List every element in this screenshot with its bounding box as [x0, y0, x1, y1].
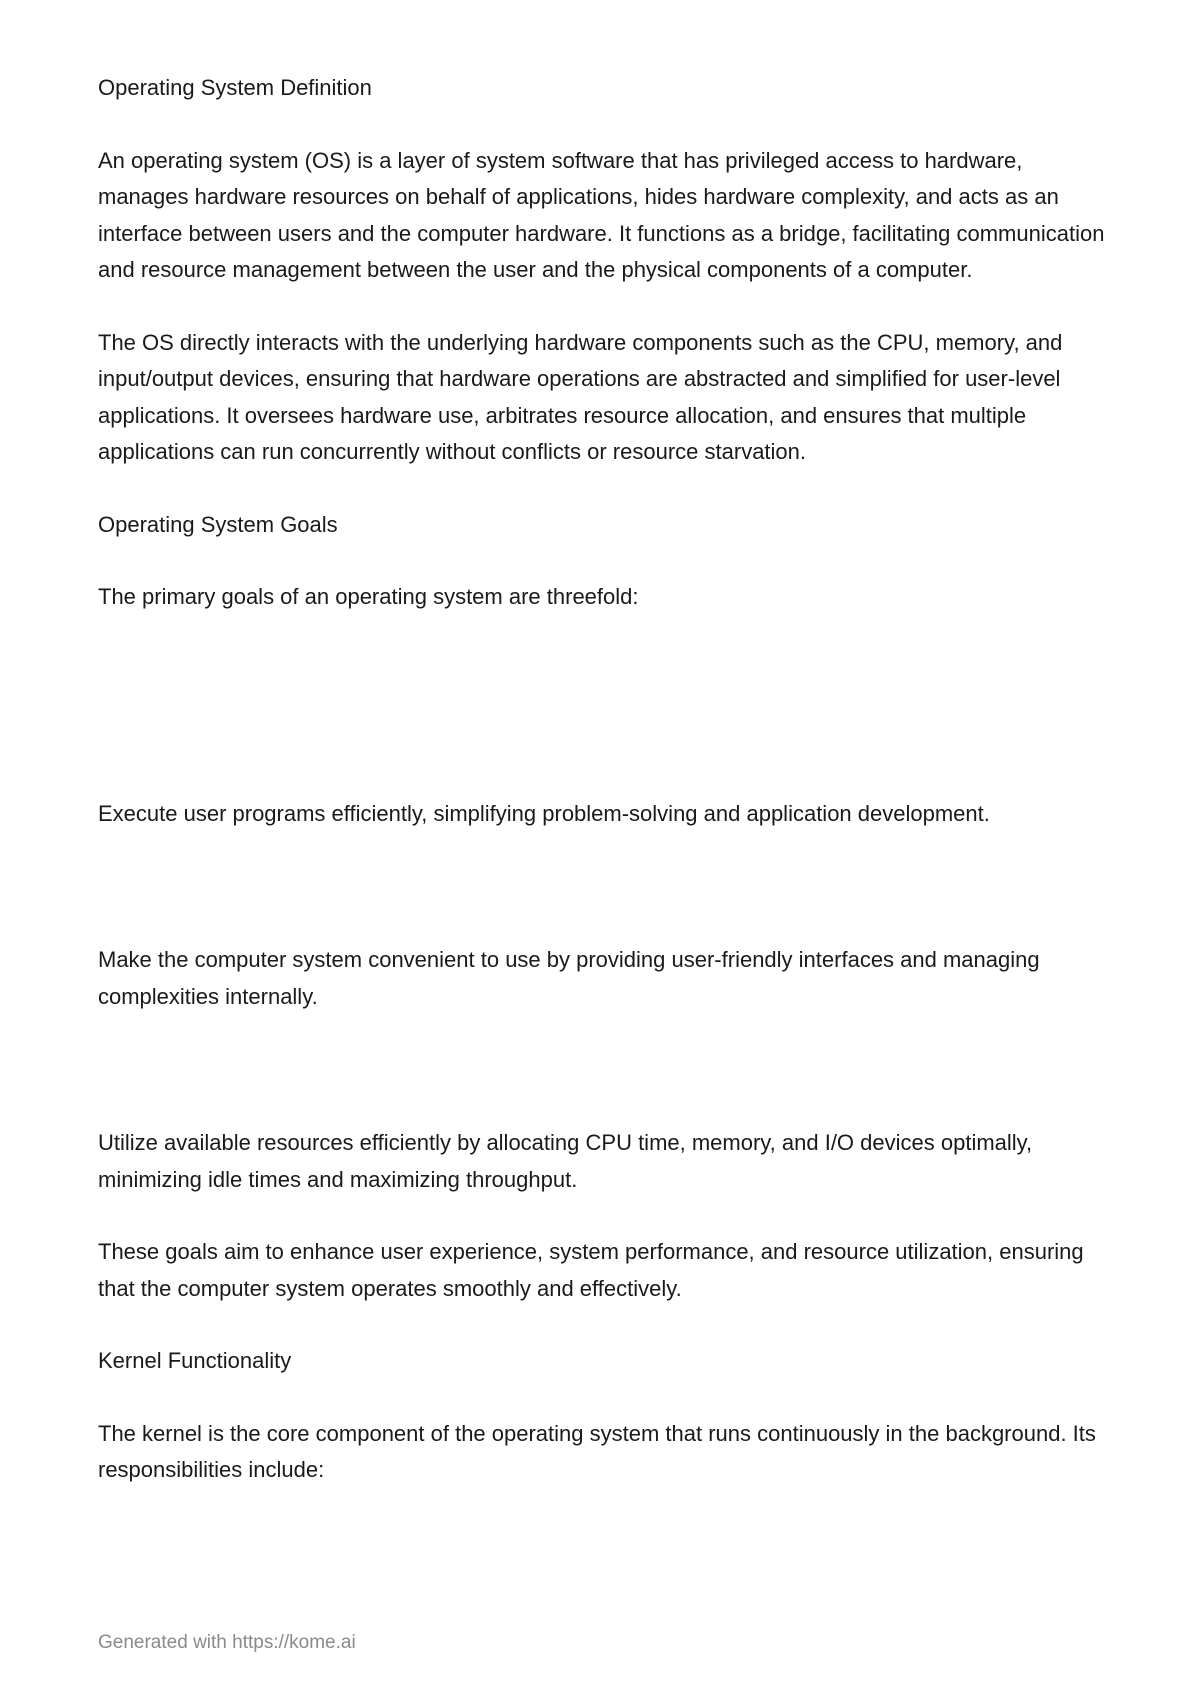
goal-item-2: Make the computer system convenient to use by providing user-friendly interfaces and managing complexities internally.	[98, 947, 1040, 1009]
heading-os-definition: Operating System Definition	[98, 75, 372, 100]
paragraph-os-definition-1: An operating system (OS) is a layer of system software that has privileged access to hardware, manages hardware resources on behalf of applications, hides hardware complexity, and acts as an interface between users and the computer hardware. It functions as a bridge, facilitating communication and resource management between the user and the physical components of a computer.	[98, 147, 1105, 282]
spacer	[98, 616, 1118, 796]
heading-kernel-functionality: Kernel Functionality	[98, 1348, 292, 1373]
goal-item-3: Utilize available resources efficiently by allocating CPU time, memory, and I/O devices optimally, minimizing idle times and maximizing throughput.	[98, 1130, 1033, 1192]
document-page	[98, 70, 1118, 1489]
goal-item-1: Execute user programs efficiently, simplifying problem-solving and application development.	[98, 800, 990, 826]
heading-os-goals: Operating System Goals	[98, 511, 338, 537]
paragraph-goals-summary: These goals aim to enhance user experience, system performance, and resource utilization, ensuring that the computer system operates smoothly and effectively.	[98, 1239, 1084, 1301]
spacer	[98, 1015, 1118, 1125]
paragraph-kernel-1: The kernel is the core component of the operating system that runs continuously in the background. Its responsibilities include:	[98, 1420, 1096, 1482]
paragraph-goals-intro: The primary goals of an operating system are threefold:	[98, 584, 639, 609]
spacer	[98, 832, 1118, 942]
footer-generated-with: Generated with https://kome.ai	[98, 1632, 356, 1653]
paragraph-os-definition-2: The OS directly interacts with the underlying hardware components such as the CPU, memory, and input/output devices, ensuring that hardware operations are abstracted and simplified for user-level applications. It oversees hardware use, arbitrates resource allocation, and ensures that multiple applications can run concurrently without conflicts or resource starvation.	[98, 329, 1063, 464]
